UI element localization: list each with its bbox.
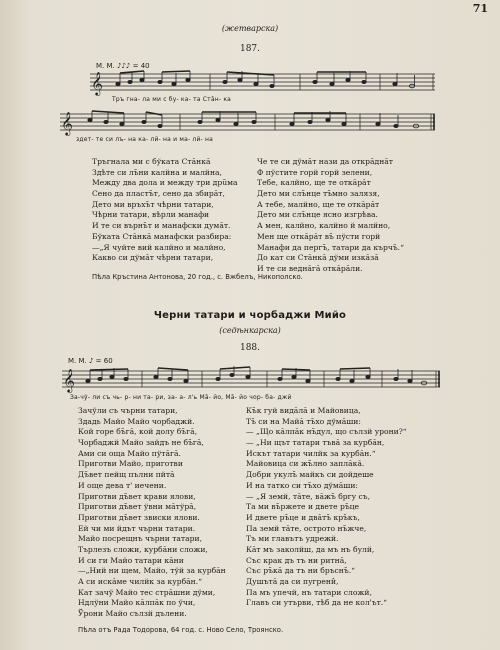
- verse-line: Приготви Майо, приготви: [78, 459, 183, 469]
- song2-source: Пѣла отъ Рада Тодорова, 64 год. с. Ново Село, Троянско.: [78, 626, 284, 634]
- verse-line: Бўката Стăнкă манафски разбира:: [92, 231, 232, 241]
- verse-line: Здадь Майо Майо чорбаджй.: [78, 416, 195, 426]
- verse-line: И те си върнъ̆т и манафски думăт.: [92, 221, 231, 231]
- verse-line: Искът татари чилйк за курбăн.“: [246, 448, 376, 458]
- song1-staff-1: [90, 70, 435, 96]
- svg-text:𝄞: 𝄞: [91, 71, 103, 95]
- verse-line: Мен ще откăрăт въ̆ пўсти горй: [257, 231, 381, 241]
- verse-line: Та ми въ̆ржете и двете ръ̆це: [246, 502, 360, 512]
- verse-line: А тебе, малйно, ще те откăрăт: [257, 199, 380, 209]
- verse-line: Тъ̆ си на Майă тъ̆хо дўмăши:: [246, 416, 361, 426]
- song2-lyrics-line-1: За-чў- ли съ чь- р- ни та- ри, за- а- л'ь Мă- йо, Мă- йо чор- ба- джй: [70, 394, 292, 401]
- verse-line: А си искăме чилйк за курбăн.“: [78, 577, 203, 586]
- verse-line: — „Що кăлпăк нъ̆дул, що сълзй урони?“: [246, 427, 407, 437]
- song2-genre: (седѣнкарска): [219, 326, 281, 335]
- song1-verses-left: [92, 157, 238, 264]
- verse-line: —„Ний ни щем, Майо, тўй за курбăн: [78, 566, 226, 576]
- verse-line: И на татко си тъ̆хо дўмăши:: [246, 480, 358, 490]
- song2-verses-right: [246, 406, 407, 609]
- verse-line: Кой горе бъ̆гă, кой долу бъ̆гă,: [78, 427, 198, 437]
- svg-text:𝄞: 𝄞: [63, 368, 75, 392]
- verse-line: Кат зачў Майо тес стрăшни дўми,: [78, 587, 216, 597]
- verse-line: Манафи да пергъ̆, татари да кърчъ̆.“: [257, 242, 404, 252]
- song2-staff: [62, 366, 440, 394]
- song2-number: 188.: [239, 343, 261, 353]
- verse-line: Главъ си утърви, тѣб да не кол'ът.“: [246, 598, 388, 608]
- song1-number: 187.: [239, 44, 261, 54]
- verse-line: —„Я чуйте вий калйно и малйно,: [92, 242, 226, 252]
- verse-line: Ндлўни Майо кăлпăк по ўчи,: [78, 598, 196, 608]
- verse-line: Дъ̆вет пейщ пълни пйтă: [78, 470, 175, 480]
- verse-line: Между два дола и между три дрŭма: [92, 178, 238, 188]
- verse-line: Майо посрещнъ чърни татари,: [78, 534, 202, 544]
- verse-line: Па земй тăте, острото нъ̆жче,: [246, 523, 367, 533]
- verse-line: Търлезъ сложи, курбăни сложи,: [78, 544, 208, 554]
- song1-verses-right: [257, 157, 404, 275]
- verse-line: Приготви дъ̆вет звиски ялови.: [78, 512, 200, 522]
- svg-text:𝄞: 𝄞: [61, 111, 73, 135]
- verse-line: Дето ми слъ̆нце тъ̆мно залязя,: [257, 189, 380, 199]
- song1-tempo: M. M. ♪♪♪ = 40: [96, 62, 150, 70]
- verse-line: Дето ми слъ̆нце ясно изгрѣва.: [257, 210, 378, 220]
- verse-line: И си ги Майо татари кăни: [78, 555, 184, 565]
- verse-line: Със крак дъ тъ ни ритнă,: [246, 555, 347, 565]
- song1-genre: (жетварска): [221, 24, 279, 33]
- verse-line: Майовица си жъ̆лно заплăкă.: [246, 459, 365, 469]
- verse-line: Тръгнала ми с бўката Стăнкă: [92, 157, 211, 166]
- verse-line: Тъ ми главътъ удрежй.: [246, 534, 339, 544]
- verse-line: Па мъ упечй, нъ татари сложй,: [246, 587, 372, 597]
- verse-line: Приготви дъ̆вет ўвни мăтўрă,: [78, 502, 197, 512]
- verse-line: Ей чи ми йдът чърни татари.: [78, 523, 196, 533]
- verse-line: Че те си дўмăт нази да открăднăт: [257, 157, 394, 166]
- verse-line: Добри укулъ̆ майкъ си дойдеше: [246, 470, 374, 480]
- verse-line: Приготви дъ̆вет крави ялови,: [78, 491, 196, 501]
- verse-line: — „Ни щът татари тъвă за курбăн,: [246, 438, 385, 448]
- song2-title: Черни татари и чорбаджи Мийо: [153, 310, 347, 321]
- song1-source: Пѣла Кръстина Антонова, 20 год., с. Вжбелъ, Никополско.: [92, 273, 303, 281]
- verse-line: И още дева т' иечени.: [78, 480, 167, 490]
- song2-tempo: M. M. ♪ = 60: [68, 357, 113, 365]
- verse-line: И двете ръ̆це и двăтъ̆ кръ̆къ,: [246, 512, 360, 522]
- verse-line: Чѣрни татари, вѣрли манафи: [92, 210, 210, 220]
- verse-line: Ами си оща Майо пўтăгă.: [78, 448, 181, 458]
- verse-line: — „Я земй, тăте, вăжъ̆ бргу съ,: [246, 491, 370, 501]
- song1-lyrics-line-1: Тръ гна- ла ми с бу- ка- та Стăн- ка: [112, 96, 232, 103]
- verse-line: А мен, калйно, калйно й малйно,: [257, 221, 391, 231]
- verse-line: Чорбаджй Майо зайдъ не бъ̆гă,: [78, 438, 204, 448]
- verse-line: Дето ми връхъ̆т чѣрни татари,: [92, 199, 214, 209]
- verse-line: Тебе, калйно, ще те откăрăт: [257, 178, 371, 188]
- verse-line: Ф пўстите горй горй зелени,: [257, 167, 373, 177]
- verse-line: Със ръ̆кă да тъ ни бръснъ̆.“: [246, 566, 355, 576]
- verse-line: Кăт мъ заколйш, да мъ нъ булй,: [246, 544, 375, 554]
- verse-line: Ўрони Майо сълзй дълени.: [78, 609, 187, 619]
- verse-line: Сено да пластъ̆т, сено да збирăт,: [92, 189, 225, 199]
- song1-staff-2: [60, 110, 435, 136]
- verse-line: Здѣте си лъ̆ни калйна и малйна,: [92, 167, 222, 177]
- verse-line: И те си веднăгă откăрăли.: [257, 263, 363, 273]
- song2-verses-left: [78, 406, 226, 620]
- verse-line: Къ̆к гуй видăлă и Майовица,: [246, 406, 361, 415]
- page-number: 71: [472, 2, 488, 15]
- song1-lyrics-line-2: здет- те си лъ- на ка- лй- на и ма- лй- на: [76, 136, 214, 143]
- verse-line: Какво си дўмăт чѣрни татари,: [92, 253, 214, 263]
- verse-line: Зачўли съ чърни татари,: [78, 406, 178, 415]
- verse-line: До кат си Стăнкă дўми изкăзă: [257, 253, 379, 263]
- verse-line: Душътă да си пугрени̂,: [246, 577, 339, 586]
